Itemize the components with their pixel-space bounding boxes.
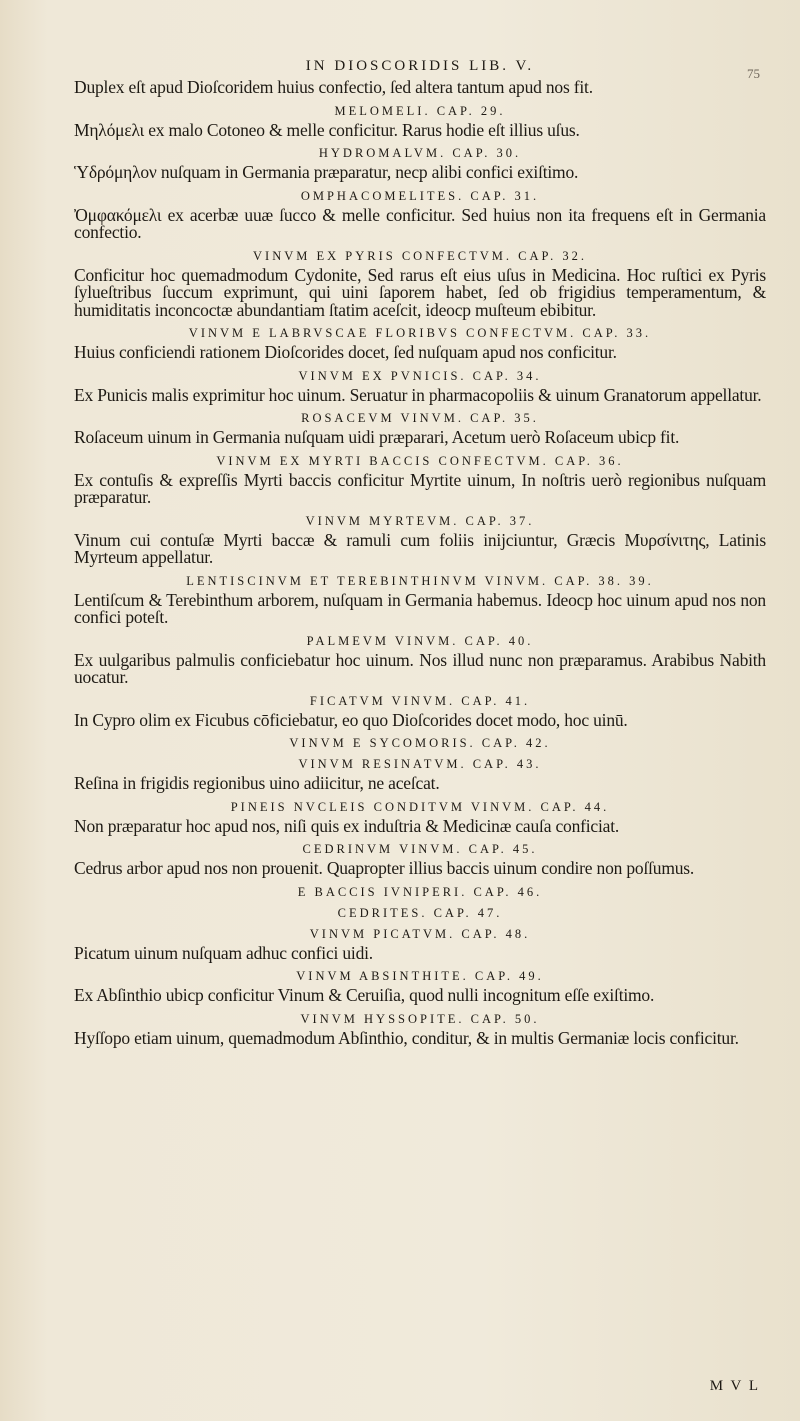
chapter-heading: PINEIS NVCLEIS CONDITVM VINVM. CAP. 44. — [230, 799, 610, 814]
chapter-heading: CEDRINVM VINVM. CAP. 45. — [302, 842, 538, 856]
chapter-section — [74, 905, 766, 922]
chapter-text: Ὑδρόμηλον nuſquam in Germania præparatur, necp alibi confici exiſtimo. — [74, 162, 579, 182]
chapter-section — [74, 188, 766, 242]
running-head: IN DIOSCORIDIS LIB. V. — [305, 58, 535, 74]
chapter-section — [74, 325, 766, 362]
chapter-text: Cedrus arbor apud nos non prouenit. Quapropter illius baccis uinum condire non poſſumus. — [74, 858, 695, 878]
chapter-heading: LENTISCINVM ET TEREBINTHINVM VINVM. CAP. 38. 39. — [186, 573, 654, 588]
chapter-heading: VINVM MYRTEVM. CAP. 37. — [305, 513, 535, 528]
chapter-heading: HYDROMALVM. CAP. 30. — [318, 146, 522, 160]
chapter-text: Ex uulgaribus palmulis conficiebatur hoc uinum. Nos illud nunc non præparamus. Arabibus Nabith uocatur. — [74, 649, 766, 687]
chapter-section — [74, 103, 766, 140]
chapter-section — [74, 884, 766, 901]
catchword: M V L — [709, 1378, 760, 1394]
chapter-text: Picatum uinum nuſquam adhuc confici uidi. — [74, 942, 373, 963]
chapter-heading: VINVM EX MYRTI BACCIS CONFECTVM. CAP. 36. — [216, 453, 624, 468]
chapter-section — [74, 799, 766, 836]
chapter-heading: ROSACEVM VINVM. CAP. 35. — [301, 411, 539, 425]
chapter-heading: CEDRITES. CAP. 47. — [337, 905, 503, 920]
chapter-text: Ex Punicis malis exprimitur hoc uinum. Seruatur in pharmacopoliis & uinum Granatorum appellatur. — [74, 384, 762, 405]
chapter-section — [74, 573, 766, 627]
chapter-heading: VINVM E LABRVSCAE FLORIBVS CONFECTVM. CAP. 33. — [188, 326, 652, 340]
chapter-text: Ex contuſis & expreſſis Myrti baccis conficitur Myrtite uinum, In noſtris uerò regionibus nuſquam præparatur. — [74, 469, 766, 507]
chapter-heading: VINVM HYSSOPITE. CAP. 50. — [300, 1011, 540, 1026]
chapter-section — [74, 1011, 766, 1048]
chapter-text: Hyſſopo etiam uinum, quemadmodum Abſinthio, conditur, & in multis Germaniæ locis conficitur. — [74, 1027, 739, 1048]
chapter-section — [74, 145, 766, 182]
chapter-heading: VINVM RESINATVM. CAP. 43. — [298, 757, 542, 771]
chapter-heading: OMPHACOMELITES. CAP. 31. — [300, 188, 540, 203]
chapter-section — [74, 513, 766, 567]
chapter-heading: VINVM EX PYRIS CONFECTVM. CAP. 32. — [253, 248, 587, 263]
chapter-text: Ὀμφακόμελι ex acerbæ uuæ ſucco & melle conficitur. Sed huius non ita frequens eſt in Germania confectio. — [74, 204, 766, 242]
chapter-text: Vinum cui contuſæ Myrti baccæ & ramuli cum foliis inijciuntur, Græcis Μυρσίνιτης, Latinis Myrteum appellatur. — [74, 529, 766, 567]
chapter-text: Ex Abſinthio ubicp conficitur Vinum & Ceruiſia, quod nulli incognitum eſſe exiſtimo. — [74, 985, 655, 1005]
chapter-heading: MELOMELI. CAP. 29. — [334, 103, 506, 118]
chapter-heading: VINVM PICATVM. CAP. 48. — [309, 926, 531, 941]
chapter-text: In Cypro olim ex Ficubus cōficiebatur, eo quo Dioſcorides docet modo, hoc uinū. — [74, 709, 628, 730]
chapter-section — [74, 453, 766, 507]
chapter-list — [74, 103, 766, 1048]
chapter-heading: PALMEVM VINVM. CAP. 40. — [306, 633, 534, 648]
chapter-text: Lentiſcum & Terebinthum arborem, nuſquam in Germania habemus. Ideocp hoc uinum apud nos non confici poteſt. — [74, 589, 766, 627]
chapter-text: Roſaceum uinum in Germania nuſquam uidi præparari, Acetum uerò Roſaceum ubicp fit. — [74, 427, 680, 447]
chapter-section — [74, 735, 766, 752]
chapter-section — [74, 410, 766, 447]
chapter-section — [74, 756, 766, 793]
chapter-heading: VINVM EX PVNICIS. CAP. 34. — [298, 368, 542, 383]
chapter-section — [74, 926, 766, 963]
chapter-heading: VINVM ABSINTHITE. CAP. 49. — [296, 969, 544, 983]
chapter-text: Reſina in frigidis regionibus uino adiicitur, ne aceſcat. — [74, 773, 440, 793]
chapter-section — [74, 633, 766, 687]
intro-paragraph: Duplex eſt apud Dioſcoridem huius confectio, ſed altera tantum apud nos fit. — [74, 77, 593, 97]
chapter-section — [74, 841, 766, 878]
chapter-text: Non præparatur hoc apud nos, niſi quis ex induſtria & Medicinæ cauſa conficiat. — [74, 815, 620, 836]
chapter-section — [74, 248, 766, 320]
chapter-heading: FICATVM VINVM. CAP. 41. — [309, 693, 531, 708]
chapter-section — [74, 968, 766, 1005]
chapter-text: Conficitur hoc quemadmodum Cydonite, Sed rarus eſt eius uſus in Medicina. Hoc ruſtici ex Pyris ſylueſtribus ſuccum exprimunt, qui uini ſaporem habet, ſed ob frigidius temperamentum, & humiditatis inconcoctæ abundantiam ſtatim aceſcit, ideocp muſteum ebibitur. — [74, 264, 766, 320]
chapter-section — [74, 693, 766, 730]
chapter-heading: VINVM E SYCOMORIS. CAP. 42. — [289, 736, 551, 750]
folio-number: 75 — [747, 66, 760, 81]
chapter-section — [74, 368, 766, 405]
chapter-heading: E BACCIS IVNIPERI. CAP. 46. — [297, 884, 543, 899]
chapter-text: Μηλόμελι ex malo Cotoneo & melle conficitur. Rarus hodie eſt illius uſus. — [74, 119, 580, 140]
chapter-text: Huius conficiendi rationem Dioſcorides docet, ſed nuſquam apud nos conficitur. — [74, 342, 617, 362]
